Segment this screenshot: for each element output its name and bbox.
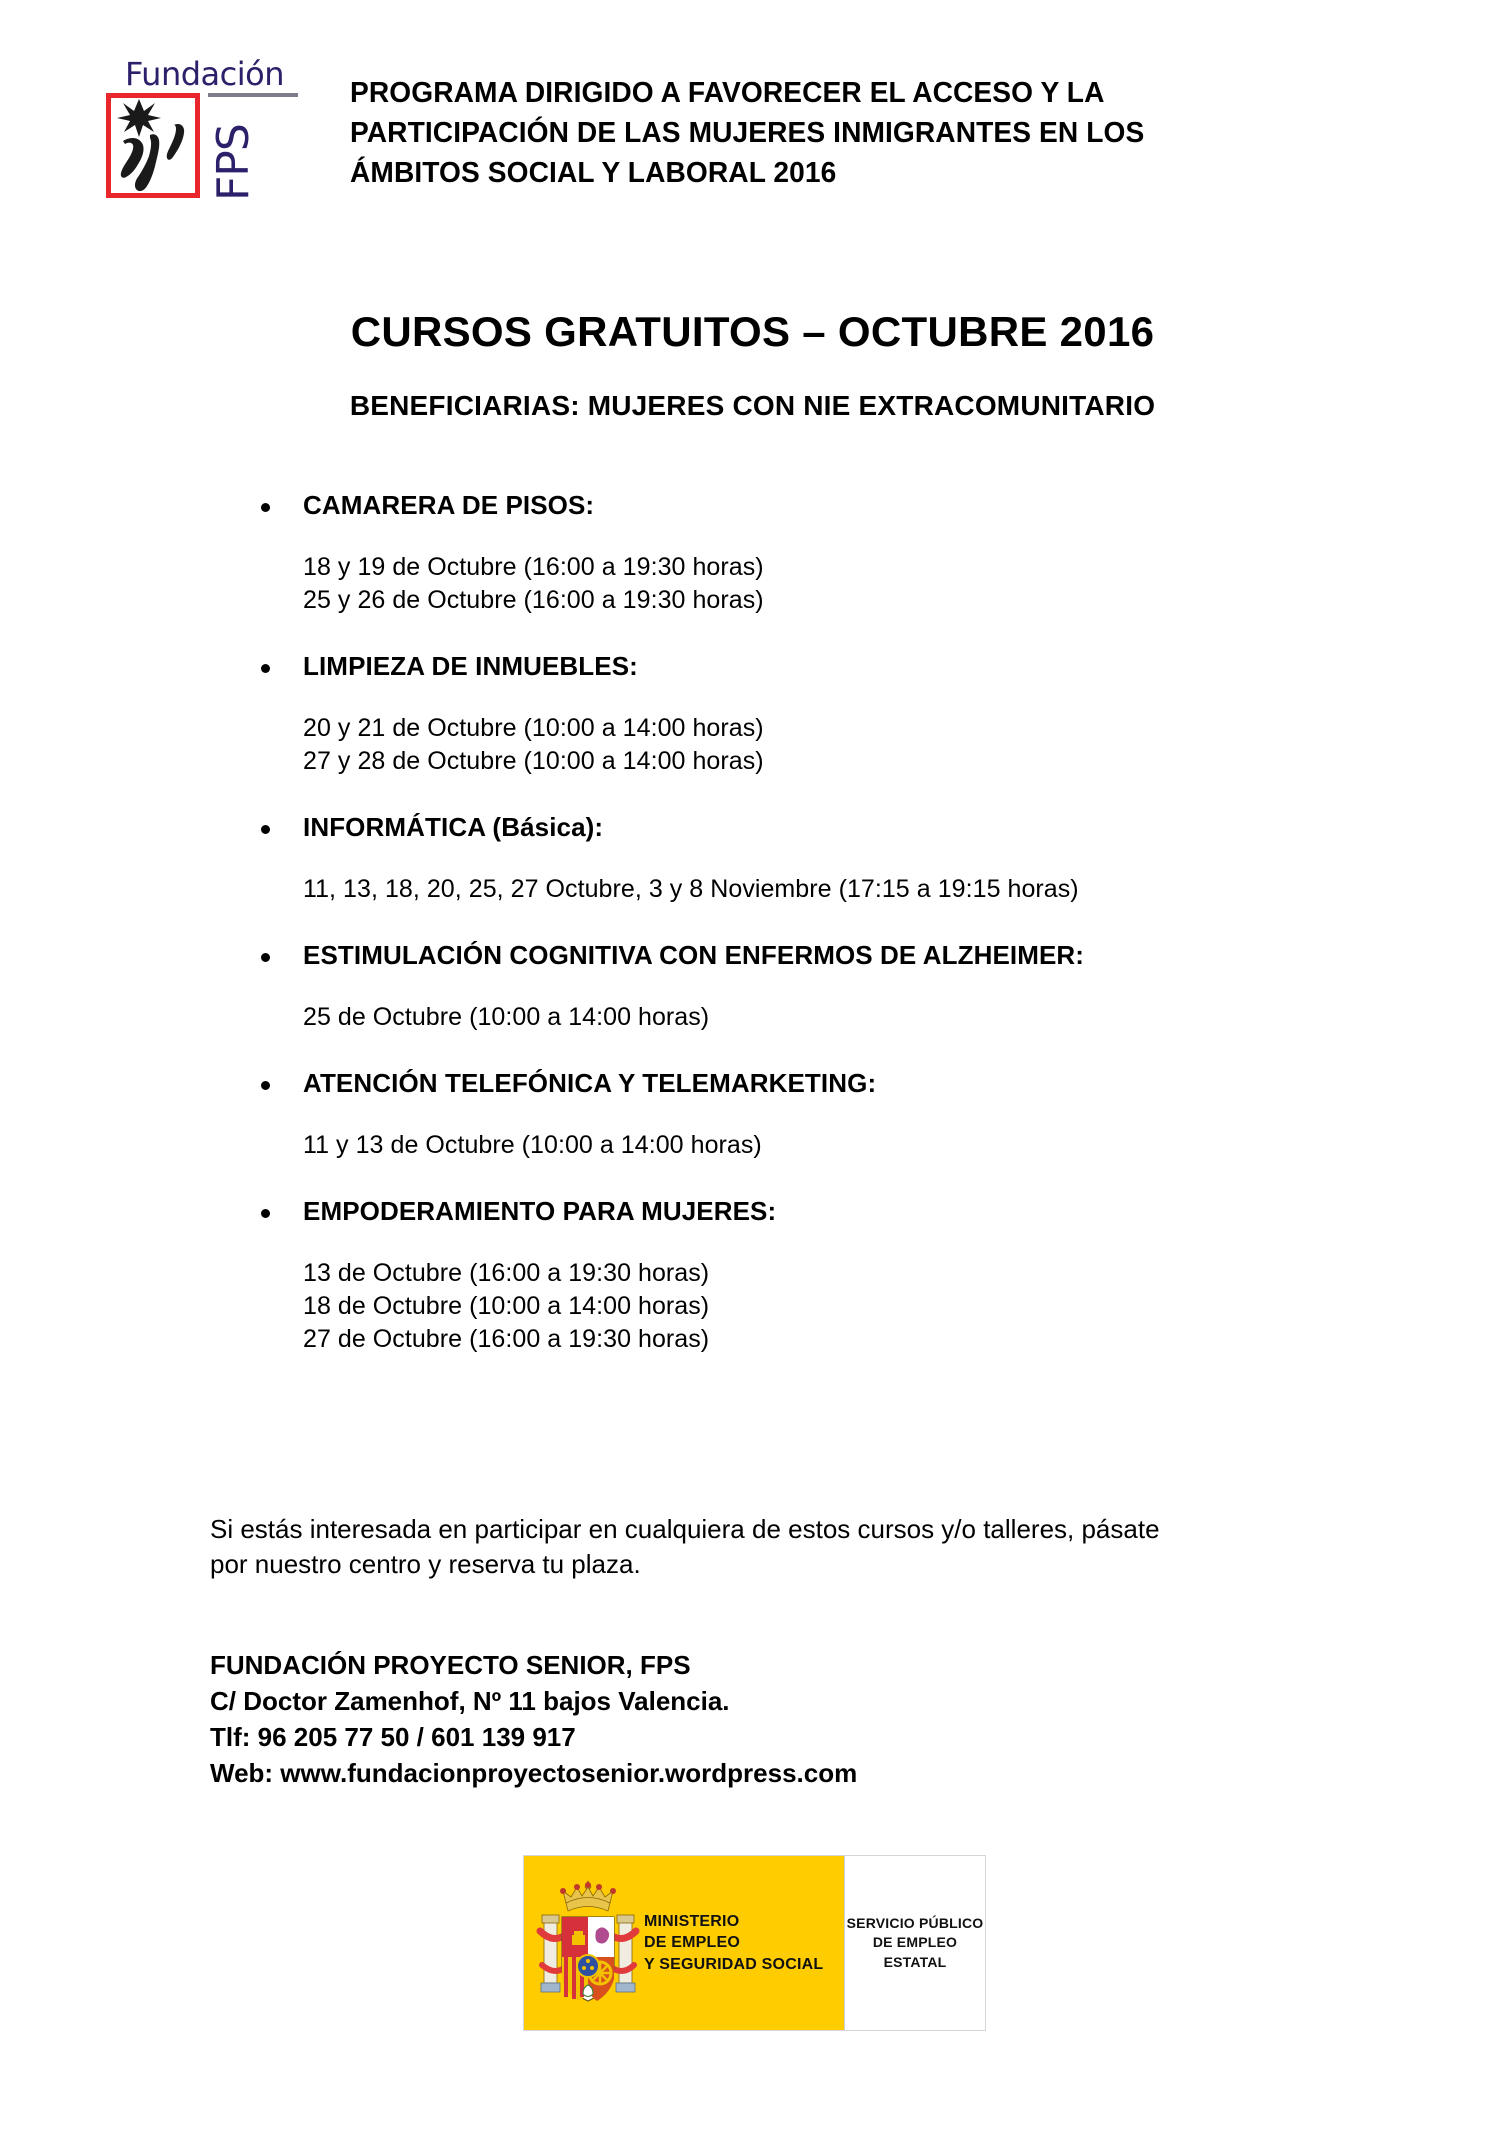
course-item: [0, 1070, 1505, 1162]
course-date-line: 25 de Octubre (10:00 a 14:00 horas): [303, 1003, 710, 1031]
ministry-name-text: [644, 1911, 823, 1976]
contact-organization: FUNDACIÓN PROYECTO SENIOR, FPS: [210, 1650, 691, 1680]
course-item: [0, 814, 1505, 906]
course-item: [0, 942, 1505, 1034]
ministry-line-3: Y SEGURIDAD SOCIAL: [644, 1955, 824, 1973]
course-name: CAMARERA DE PISOS:: [303, 490, 595, 520]
bullet-icon: [261, 664, 270, 673]
logo-brush-glyphs-icon: [106, 93, 200, 198]
course-date-line: 13 de Octubre (16:00 a 19:30 horas): [303, 1259, 710, 1287]
logo-fundacion-wordmark: Fundación: [125, 55, 284, 93]
bullet-icon: [261, 953, 270, 962]
closing-line-1: Si estás interesada en participar en cualquiera de estos cursos y/o talleres, pásate: [210, 1514, 1160, 1544]
program-title-line-1: PROGRAMA DIRIGIDO A FAVORECER EL ACCESO Y LA: [350, 77, 1105, 109]
closing-line-2: por nuestro centro y reserva tu plaza.: [210, 1548, 641, 1579]
course-name: ATENCIÓN TELEFÓNICA Y TELEMARKETING:: [303, 1068, 877, 1098]
ministry-line-2: DE EMPLEO: [644, 1934, 741, 1952]
sepe-line-1: SERVICIO PÚBLICO: [846, 1914, 984, 1931]
document-header: [0, 55, 1505, 205]
ministry-logo: [523, 1855, 986, 2031]
contact-web: Web: www.fundacionproyectosenior.wordpress.com: [210, 1757, 858, 1788]
ministry-logo-yellow-panel: [524, 1856, 844, 2030]
course-list: [0, 492, 1505, 1392]
contact-block: [210, 1648, 857, 1792]
course-name-row: [0, 653, 1505, 689]
spain-coat-of-arms-icon: [536, 1873, 640, 2013]
bullet-icon: [261, 825, 270, 834]
sepe-panel: [844, 1856, 985, 2030]
logo-fps-wordmark: FPS: [208, 124, 259, 201]
course-name-row: [0, 492, 1505, 528]
course-date-line: 18 de Octubre (10:00 a 14:00 horas): [303, 1292, 710, 1320]
closing-paragraph: [210, 1512, 1370, 1581]
course-dates: [0, 1257, 1505, 1356]
course-date-line: 20 y 21 de Octubre (10:00 a 14:00 horas): [303, 714, 764, 742]
course-date-line: 18 y 19 de Octubre (16:00 a 19:30 horas): [303, 553, 764, 581]
course-date-line: 27 y 28 de Octubre (10:00 a 14:00 horas): [303, 747, 764, 775]
contact-phone: Tlf: 96 205 77 50 / 601 139 917: [210, 1721, 576, 1752]
ministry-line-1: MINISTERIO: [644, 1912, 740, 1930]
course-dates: [0, 1001, 1505, 1034]
page-subtitle: BENEFICIARIAS: MUJERES CON NIE EXTRACOMUNITARIO: [349, 390, 1156, 421]
course-date-line: 27 de Octubre (16:00 a 19:30 horas): [303, 1325, 710, 1353]
course-dates: [0, 873, 1505, 906]
fundacion-fps-logo: [100, 55, 340, 205]
program-title-block: [350, 73, 1144, 193]
course-name-row: [0, 942, 1505, 978]
contact-address: C/ Doctor Zamenhof, Nº 11 bajos Valencia.: [210, 1685, 730, 1716]
sepe-name-text: [845, 1914, 985, 1973]
course-name: ESTIMULACIÓN COGNITIVA CON ENFERMOS DE ALZHEIMER:: [303, 940, 1085, 970]
course-name: INFORMÁTICA (Básica):: [303, 812, 604, 842]
sepe-line-2: DE EMPLEO ESTATAL: [872, 1934, 958, 1970]
bullet-icon: [261, 503, 270, 512]
course-name-row: [0, 1070, 1505, 1106]
course-name: LIMPIEZA DE INMUEBLES:: [303, 651, 638, 681]
program-title-line-3: ÁMBITOS SOCIAL Y LABORAL 2016: [350, 157, 837, 190]
course-dates: [0, 551, 1505, 617]
course-dates: [0, 712, 1505, 778]
course-item: [0, 653, 1505, 778]
course-dates: [0, 1129, 1505, 1162]
course-name-row: [0, 1198, 1505, 1234]
course-item: [0, 1198, 1505, 1356]
course-item: [0, 492, 1505, 617]
course-date-line: 11 y 13 de Octubre (10:00 a 14:00 horas): [303, 1131, 762, 1159]
course-date-line: 11, 13, 18, 20, 25, 27 Octubre, 3 y 8 Noviembre (17:15 a 19:15 horas): [303, 875, 1079, 903]
page-title: CURSOS GRATUITOS – OCTUBRE 2016: [350, 308, 1155, 355]
course-name: EMPODERAMIENTO PARA MUJERES:: [303, 1196, 777, 1226]
bullet-icon: [261, 1209, 270, 1218]
program-title-line-2: PARTICIPACIÓN DE LAS MUJERES INMIGRANTES EN LOS: [350, 117, 1145, 150]
course-date-line: 25 y 26 de Octubre (16:00 a 19:30 horas): [303, 586, 764, 614]
bullet-icon: [261, 1081, 270, 1090]
course-name-row: [0, 814, 1505, 850]
